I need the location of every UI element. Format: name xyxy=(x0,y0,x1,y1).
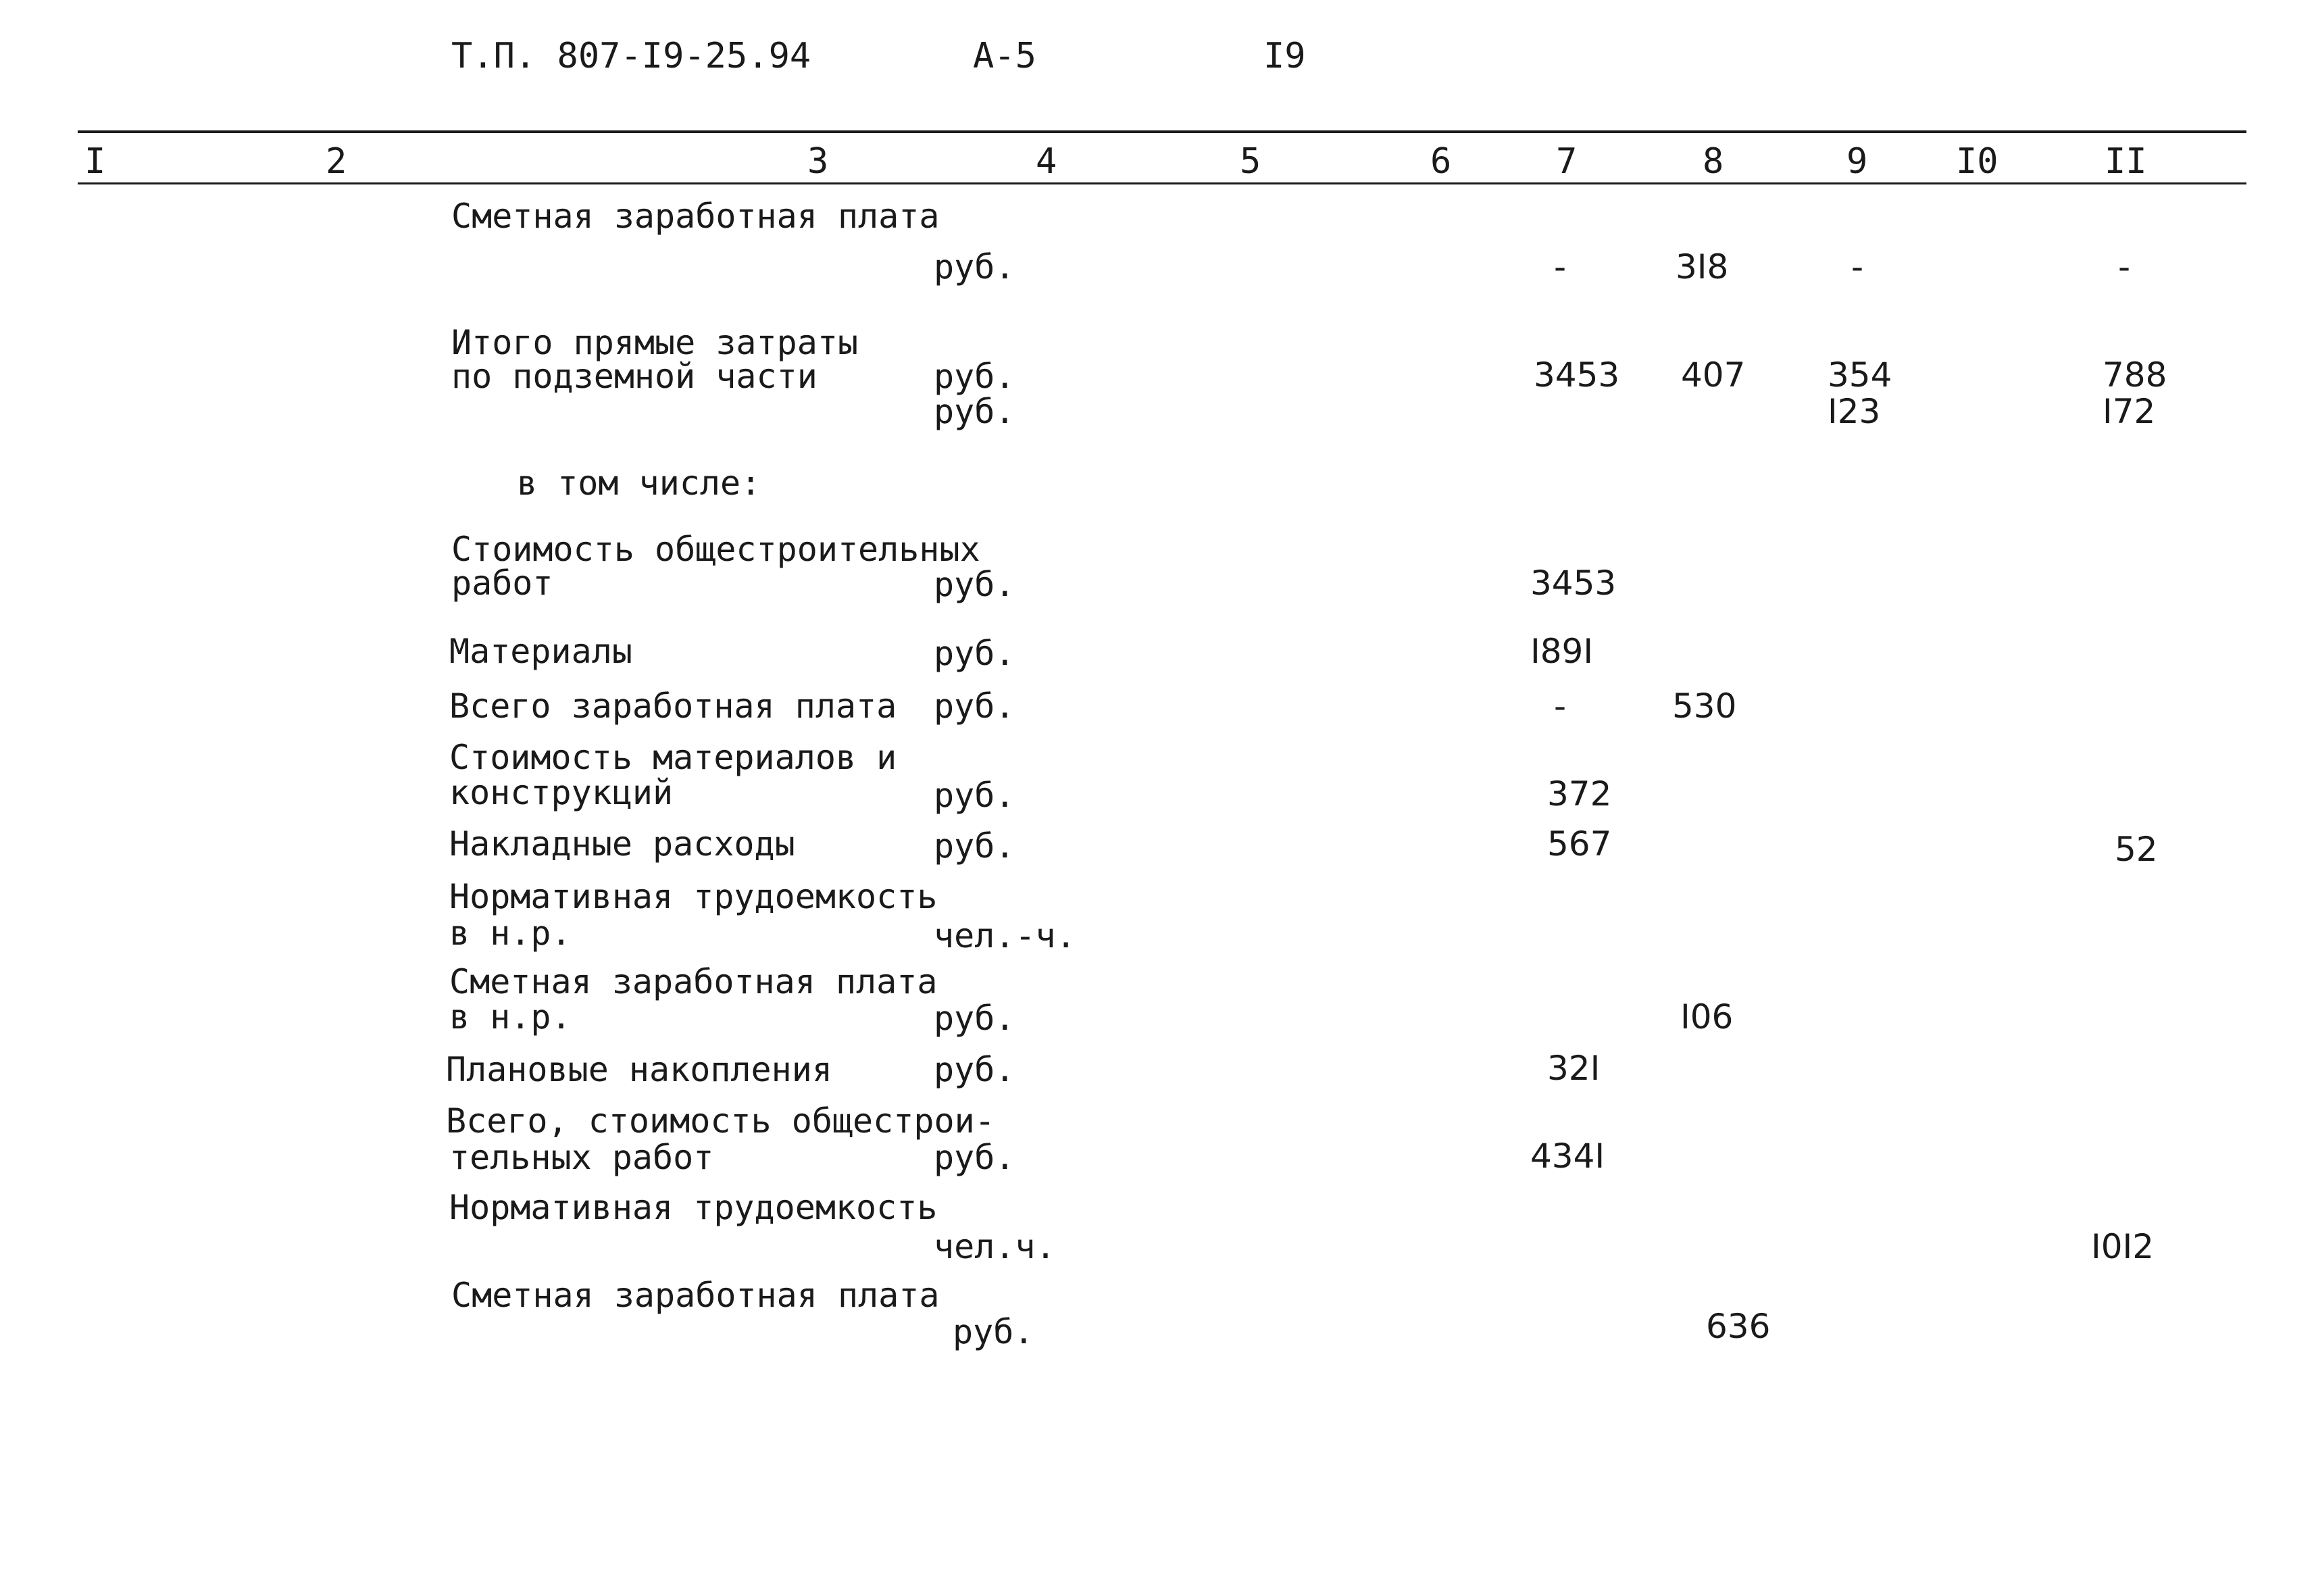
column-number: 3 xyxy=(807,141,829,182)
cell-col7: - xyxy=(1554,247,1567,286)
row-label-cont: работ xyxy=(451,564,553,603)
column-number: 4 xyxy=(1036,141,1057,182)
section-label: в том числе: xyxy=(517,464,761,503)
row-label-cont: конструкций xyxy=(449,773,674,812)
row-unit: руб. xyxy=(934,826,1015,866)
row-unit: руб. xyxy=(934,1138,1015,1177)
column-number: 6 xyxy=(1430,141,1452,182)
cell-col8: 636 xyxy=(1706,1307,1771,1346)
column-number: I xyxy=(84,141,106,182)
cell-col8: I06 xyxy=(1680,997,1734,1037)
row-unit: руб. xyxy=(953,1312,1034,1351)
row-label-cont: тельных работ xyxy=(449,1138,714,1177)
cell-col8: 3I8 xyxy=(1676,247,1729,286)
column-number: 2 xyxy=(326,141,347,182)
row-unit: руб. xyxy=(934,565,1015,604)
row-unit: руб. xyxy=(934,687,1015,726)
album-code: А-5 xyxy=(973,36,1036,76)
cell-col7: - xyxy=(1554,687,1567,726)
row-unit: чел.ч. xyxy=(934,1227,1056,1266)
row-label-cont: в н.р. xyxy=(449,914,572,953)
row-unit-second: руб. xyxy=(934,392,1015,431)
row-label-cont: в н.р. xyxy=(449,997,572,1037)
cell-col8: 407 xyxy=(1681,355,1746,395)
cell-col7: 567 xyxy=(1547,824,1612,864)
column-number: 8 xyxy=(1703,141,1724,182)
cell-col7: 372 xyxy=(1547,774,1612,814)
cell-col11: 52 xyxy=(2115,830,2158,869)
cell-col8: 530 xyxy=(1672,687,1737,726)
row-unit: руб. xyxy=(934,247,1015,286)
row-label: Стоимость материалов и xyxy=(449,738,897,777)
row-label: Сметная заработная плата xyxy=(451,1276,940,1315)
cell-col9: 354 xyxy=(1828,355,1892,395)
row-label: Накладные расходы xyxy=(449,824,795,864)
row-unit: руб. xyxy=(934,357,1015,396)
cell-col7: 3453 xyxy=(1530,564,1617,603)
column-number: I0 xyxy=(1956,141,1998,182)
cell-col11-second: I72 xyxy=(2103,392,2156,431)
row-unit: руб. xyxy=(934,1050,1015,1089)
cell-col7: 3453 xyxy=(1534,355,1620,395)
row-unit: чел.-ч. xyxy=(934,916,1076,955)
column-number: 7 xyxy=(1556,141,1578,182)
row-label-cont: по подземной части xyxy=(451,357,818,396)
row-label: Материалы xyxy=(449,632,632,671)
row-label: Сметная заработная плата xyxy=(451,197,940,236)
cell-col11: - xyxy=(2118,247,2131,286)
cell-col9-second: I23 xyxy=(1828,392,1881,431)
row-label: Сметная заработная плата xyxy=(449,962,938,1001)
cell-col7: I89I xyxy=(1530,632,1594,671)
row-label: Всего, стоимость общестрои- xyxy=(446,1101,995,1141)
cell-col7: 32I xyxy=(1547,1049,1601,1088)
row-unit: руб. xyxy=(934,634,1015,673)
row-label: Стоимость общестроительных xyxy=(451,530,980,569)
column-number: 5 xyxy=(1240,141,1261,182)
page-number: I9 xyxy=(1263,36,1306,76)
cell-col11: 788 xyxy=(2103,355,2167,395)
row-label: Итого прямые затраты xyxy=(451,323,859,362)
row-label: Нормативная трудоемкость xyxy=(449,877,938,916)
cell-col7: 434I xyxy=(1530,1137,1605,1176)
row-unit: руб. xyxy=(934,776,1015,815)
row-label: Всего заработная плата xyxy=(449,687,897,726)
row-label: Плановые накопления xyxy=(446,1050,832,1089)
doc-code: Т.П. 807-I9-25.94 xyxy=(451,36,811,76)
cell-col11: I0I2 xyxy=(2091,1227,2155,1266)
top-rule xyxy=(78,130,2246,133)
column-number: 9 xyxy=(1846,141,1868,182)
row-unit: руб. xyxy=(934,999,1015,1038)
column-number: II xyxy=(2105,141,2147,182)
column-header-rule xyxy=(78,182,2246,184)
row-label: Нормативная трудоемкость xyxy=(449,1188,938,1227)
cell-col9: - xyxy=(1851,247,1864,286)
